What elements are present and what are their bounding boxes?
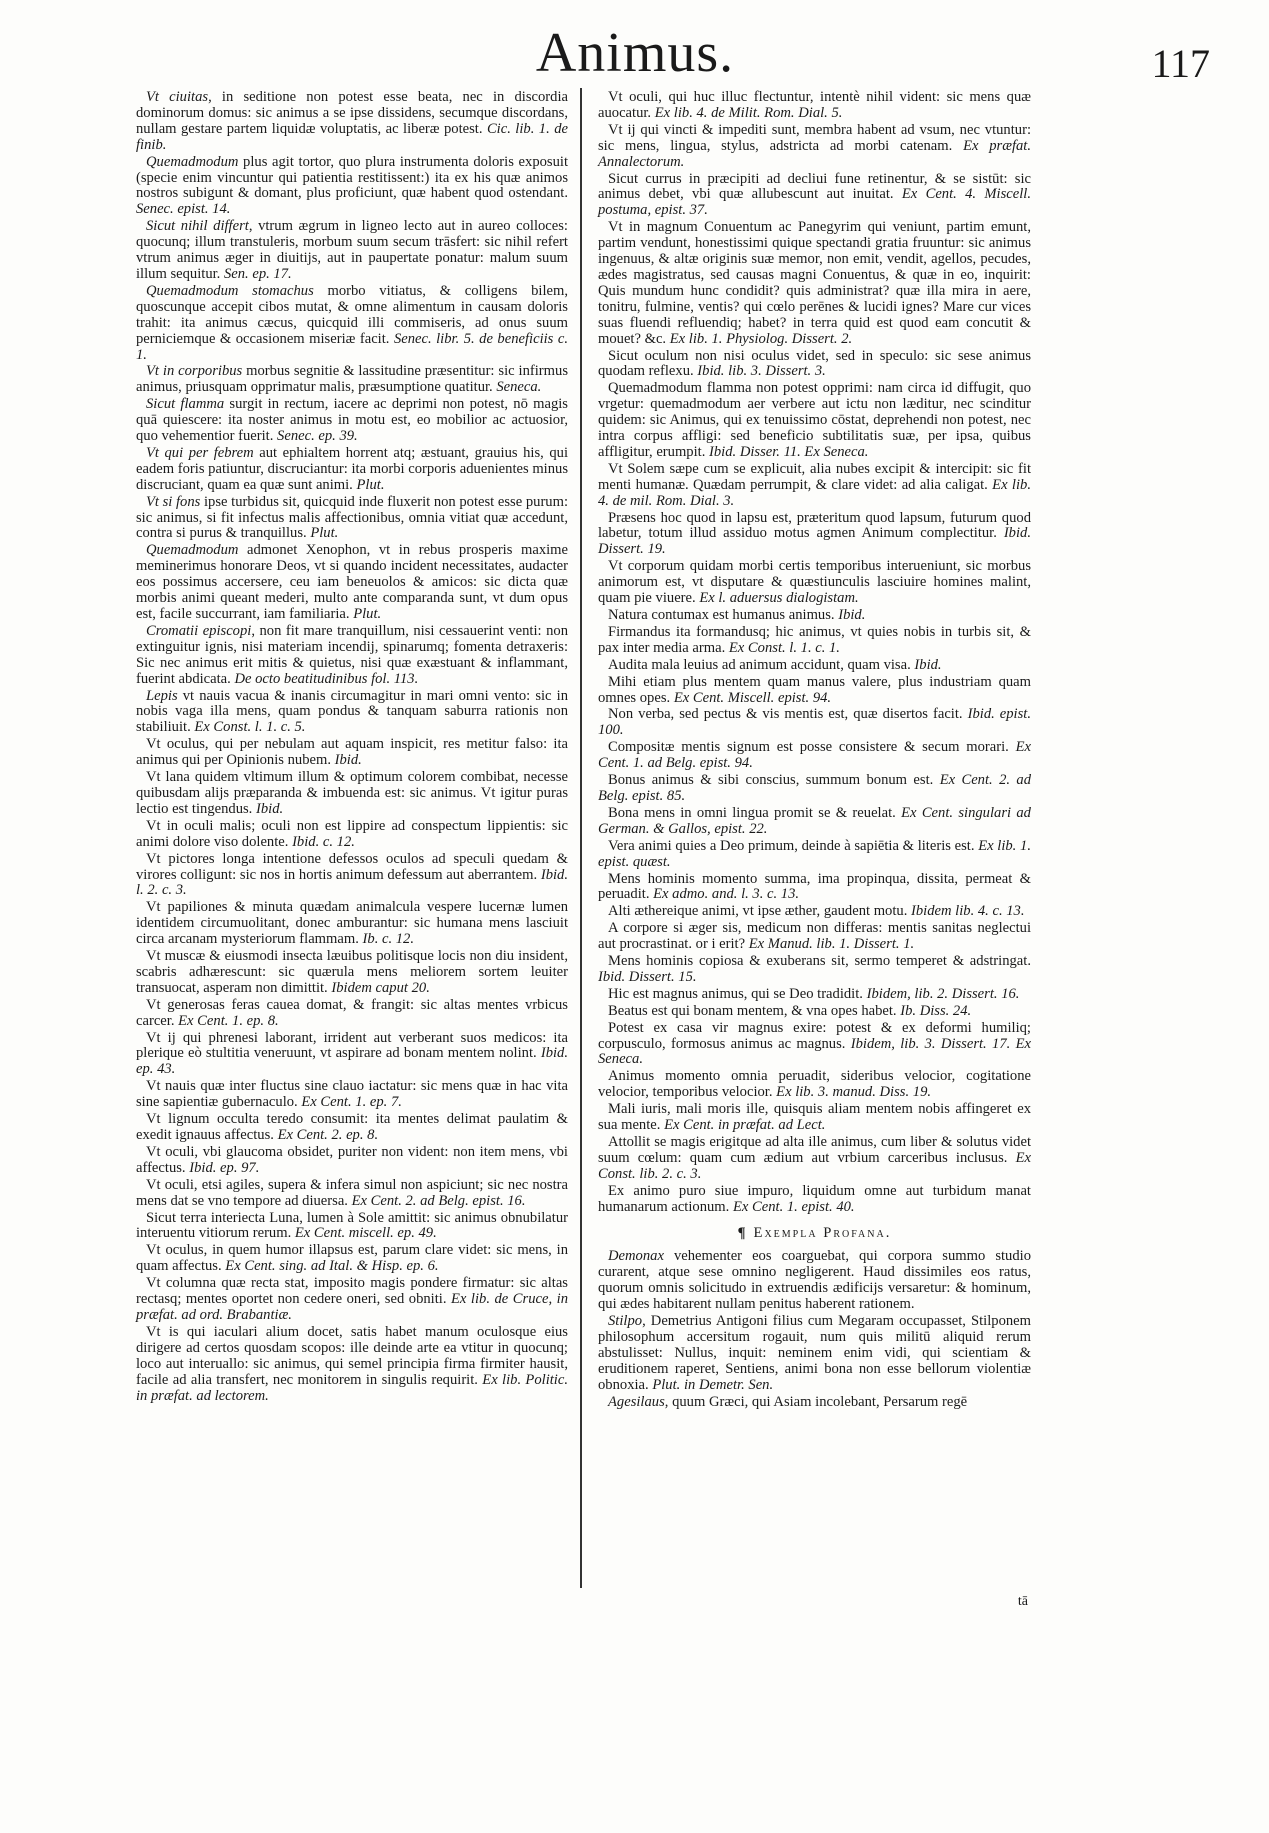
entry-source: Plut. in Demetr. Sen. bbox=[652, 1376, 774, 1393]
entry-source: Ex Cent. miscell. ep. 49. bbox=[294, 1225, 437, 1242]
text-entry bbox=[136, 1112, 568, 1144]
entry-text: Audita mala leuius ad animum accidunt, quam visa. bbox=[608, 656, 911, 673]
page-number: 117 bbox=[1151, 41, 1210, 86]
section-heading bbox=[598, 1226, 1031, 1242]
entry-text: Alti æthereique animi, vt ipse æther, gaudent motu. bbox=[608, 903, 908, 920]
entry-source: Ex Cent. Miscell. epist. 94. bbox=[673, 689, 832, 706]
text-entry bbox=[598, 1135, 1031, 1183]
text-entry bbox=[598, 1102, 1031, 1134]
entry-text: admonet Xenophon, vt in rebus prosperis maxime meminerimus honorare Deos, vt si quando incident necessitates, audacter eos possimus accersere, ceu iam beneuolos & amicos: sic dicta quæ morbis animi queant mederi, multo ante comparanda sunt, vt dum opus est, facile succurrant, iam familiaria. bbox=[136, 542, 568, 622]
entry-lead: Sicut nihil differt bbox=[146, 218, 249, 235]
text-entry bbox=[136, 1211, 568, 1243]
entry-source: Ex lib. de Cruce, in præfat. ad ord. Brabantiæ. bbox=[136, 1291, 569, 1323]
entry-lead: Agesilaus bbox=[608, 1393, 665, 1410]
text-entry bbox=[598, 608, 1031, 624]
entry-text: Non verba, sed pectus & vis mentis est, quæ disertos facit. bbox=[608, 706, 963, 723]
entry-text: Compositæ mentis signum est posse consistere & secum morari. bbox=[608, 739, 1009, 756]
entry-source: Ex Cent. in præfat. ad Lect. bbox=[664, 1117, 826, 1134]
entry-text: Mihi etiam plus mentem quam manus valere, plus industriam quam omnes opes. bbox=[598, 673, 1031, 706]
entry-text: Bona mens in omni lingua promit se & reuelat. bbox=[608, 804, 896, 821]
entry-text: Vt oculi, etsi agiles, supera & infera simul non aspiciunt; sic nec nostra mens dat se vno tempore ad diuersa. bbox=[136, 1176, 568, 1209]
entry-source: Ex Cent. 1. ad Belg. epist. 94. bbox=[598, 739, 1031, 772]
entry-source: Plut. bbox=[310, 525, 339, 542]
entry-text: Sicut terra interiecta Luna, lumen à Sole amittit: sic animus obnubilatur interuentu vitiorum rerum. bbox=[136, 1209, 568, 1242]
entry-source: Ex Cent. 2. ad Belg. epist. 85. bbox=[598, 772, 1032, 804]
entry-text: Vt muscæ & eiusmodi insecta læuibus politisque locis non diu insident, scabris adhærescunt: sic quærula mens meliorem sortem leuiter transuocat, asperam non dimittit. bbox=[136, 948, 568, 996]
text-entry bbox=[598, 1249, 1031, 1313]
entry-text: Vt oculi, vbi glaucoma obsidet, puriter non vident: non item mens, vbi affectus. bbox=[136, 1143, 568, 1176]
entry-lead: Quemadmodum bbox=[146, 542, 239, 559]
entry-text: Vt is qui iaculari alium docet, satis habet manum oculosque eius dirigere ad certos quosdam scopos: ille deinde arte ea vtitur in quocunq; loco aut interuallo: sic animus, qui semel principia firma firmiter hausit, facile ad alia transfert, nec monitorem in singulis requirit. bbox=[136, 1323, 568, 1388]
entry-text: , in seditione non potest esse beata, nec in discordia dominorum domus: sic animus a se ipse dissidens, secumque discordans, nullam gestare partem liquidæ voluptatis, ac liberæ potest. bbox=[136, 89, 568, 137]
entry-source: Ex Cent. 2. ep. 8. bbox=[277, 1127, 379, 1143]
section-heading-text: Exempla Profana. bbox=[753, 1224, 892, 1241]
entry-source: De octo beatitudinibus fol. 113. bbox=[234, 670, 419, 687]
entry-text: surgit in rectum, iacere ac deprimi non potest, nō magis quā quiescere: ita noster animus in motu est, eo mobilior ac actuosior, quo vehementior fuerit. bbox=[136, 396, 568, 445]
entry-source: Ex Const. l. 1. c. 1. bbox=[728, 639, 840, 656]
entry-source: Ex Manud. lib. 1. Dissert. 1. bbox=[748, 936, 915, 953]
entry-source: Ibidem caput 20. bbox=[331, 979, 430, 996]
entry-lead: Vt qui per febrem bbox=[146, 444, 254, 461]
entry-text: A corpore si æger sis, medicum non differas: mentis sanitas neglectui aut procrastinat. or i erit? bbox=[598, 920, 1031, 953]
text-entry bbox=[598, 987, 1031, 1003]
text-entry bbox=[136, 1243, 568, 1275]
text-entry bbox=[598, 1395, 1031, 1411]
entry-source: Ibid. l. 2. c. 3. bbox=[136, 866, 568, 899]
entry-source: Ibidem, lib. 3. Dissert. 17. Ex Seneca. bbox=[598, 1035, 1031, 1068]
text-entry bbox=[598, 511, 1031, 559]
entry-source: Ibid. c. 12. bbox=[292, 833, 355, 850]
text-entry bbox=[598, 381, 1031, 461]
text-entry bbox=[136, 1079, 568, 1111]
entry-text: Vt Solem sæpe cum se explicuit, alia nubes excipit & intercipit: sic fit menti humanæ. Quædam perrumpit, & clare videt: ad alia caligat. bbox=[598, 460, 1031, 493]
text-entry bbox=[598, 658, 1031, 674]
entry-source: Ex admo. and. l. 3. c. 13. bbox=[653, 886, 800, 903]
text-entry bbox=[598, 707, 1031, 739]
entry-source: Ibid. Disser. 11. Ex Seneca. bbox=[709, 443, 869, 460]
text-entry bbox=[598, 872, 1031, 904]
pilcrow-mark: ¶ bbox=[737, 1224, 746, 1241]
entry-source: Ex lib. 1. Physiolog. Dissert. 2. bbox=[669, 330, 853, 347]
entry-text: Mens hominis momento summa, ima propinqua, dissita, permeat & peruadit. bbox=[598, 870, 1031, 903]
entry-source: Ibid. bbox=[255, 800, 284, 817]
text-entry bbox=[136, 1325, 568, 1405]
text-entry bbox=[598, 90, 1031, 122]
entry-text: Vt columna quæ recta stat, imposito magis pondere firmatur: sic altas rectasq; mentes oportet non cedere oneri, sed obniti. bbox=[136, 1275, 568, 1308]
entry-source: Ibid. Dissert. 19. bbox=[598, 525, 1031, 558]
entry-lead: Demonax bbox=[608, 1248, 664, 1265]
entry-source: Ex Cent. 2. ad Belg. epist. 16. bbox=[351, 1192, 526, 1209]
text-entry bbox=[598, 1021, 1031, 1069]
text-entry bbox=[598, 839, 1031, 871]
entry-source: Seneca. bbox=[496, 379, 542, 396]
entry-source: Ex lib. 3. manud. Diss. 19. bbox=[776, 1084, 932, 1101]
entry-text: Firmandus ita formandusq; hic animus, vt quies nobis in turbis sit, & pax inter media arma. bbox=[598, 623, 1031, 656]
entry-text: Vera animi quies a Deo primum, deinde à sapiētia & literis est. bbox=[608, 837, 975, 854]
text-entry bbox=[598, 675, 1031, 707]
text-entry bbox=[136, 852, 568, 900]
entry-text: , quum Græci, qui Asiam incolebant, Persarum regē bbox=[664, 1393, 968, 1410]
text-entry bbox=[136, 819, 568, 851]
text-entry bbox=[136, 364, 568, 396]
entry-text: Vt ij qui vincti & impediti sunt, membra habent ad vsum, nec vtuntur: sic mens, lingua, stylus, adstricta ad morbi catenam. bbox=[598, 121, 1031, 154]
text-entry bbox=[136, 689, 568, 737]
entry-source: Cic. lib. 1. de finib. bbox=[136, 120, 568, 153]
text-entry bbox=[598, 1314, 1031, 1394]
entry-source: Ex lib. 1. epist. quæst. bbox=[598, 837, 1031, 870]
text-entry bbox=[598, 904, 1031, 920]
entry-source: Ibid. Dissert. 15. bbox=[598, 968, 697, 985]
entry-source: Sen. ep. 17. bbox=[223, 265, 292, 282]
entry-text: , non fit mare tranquillum, nisi cessauerint venti: non extinguitur ignis, nisi materiam incendij, spinarumq; fomenta detraxeris: Sic nec animus erit mitis & quietus, nisi quæ exæstuant & inflammant, fuerint abdicata. bbox=[136, 622, 568, 687]
entry-text: Sicut oculum non nisi oculus videt, sed in speculo: sic sese animus quodam reflexu. bbox=[598, 347, 1031, 380]
text-entry bbox=[136, 1031, 568, 1079]
text-entry bbox=[136, 624, 568, 688]
text-entry bbox=[598, 1069, 1031, 1101]
entry-text: Vt in magnum Conuentum ac Panegyrim qui veniunt, partim emunt, partim vendunt, honestissimi quique spectandi gratia fruuntur: sic animus ingenuus, & altæ originis suæ memor, non emit, vendit, agellos, pecudes, ædes magistratus, sed causas magni Conuentus, & quæ in eo, inquirit: Quis mundum hunc condidit? quis administrat? quæ illa mira in aere, tonitru, fulmine, ventis? qui cœlo perēnes & lucidi ignes? Mare cur vices suas fluendi refluendiq; habet? in terra quid est quod eam concutit & mouet? &c. bbox=[598, 219, 1031, 347]
entry-lead: Quemadmodum bbox=[146, 153, 239, 170]
entry-text: morbus segnitie & lassitudine præsentitur: sic infirmus animus, priusquam opprimatur malis, præsumptione quatitur. bbox=[136, 363, 568, 396]
text-entry bbox=[136, 155, 568, 219]
entry-text: Vt ij qui phrenesi laborant, irrident aut verberant suos medicos: ita plerique eò stultitia veneruunt, vt aspirare ad bonam mentem nolint. bbox=[136, 1029, 568, 1062]
entry-text: Vt oculus, qui per nebulam aut aquam inspicit, res metitur falso: ita animus qui per Opinionis nubem. bbox=[136, 736, 568, 769]
right-column bbox=[598, 90, 1031, 1412]
entry-lead: Sicut flamma bbox=[146, 396, 225, 413]
text-entry bbox=[598, 1004, 1031, 1020]
entry-source: Ex lib. 4. de Milit. Rom. Dial. 5. bbox=[654, 104, 843, 121]
entry-lead: Vt ciuitas bbox=[146, 89, 209, 105]
entry-source: Ibid. epist. 100. bbox=[598, 706, 1031, 739]
entry-source: Ex Cent. 1. ep. 7. bbox=[301, 1094, 402, 1111]
text-entry bbox=[136, 949, 568, 997]
entry-text: , Demetrius Antigoni filius cum Megaram occupasset, Stilponem philosophum accersitum rogauit, num quis militū aliquid rerum abstulisset: Nullus, inquit: neminem enim vidi, qui scientiam & eruditionem raperet, Sentiens, animi bona non esse bellorum violentiæ obnoxia. bbox=[598, 1313, 1031, 1393]
entry-source: Plut. bbox=[356, 476, 385, 493]
entry-source: Ex lib. 4. de mil. Rom. Dial. 3. bbox=[598, 476, 1031, 509]
text-entry bbox=[136, 446, 568, 494]
entry-text: vt nauis vacua & inanis circumagitur in mari omni vento: sic in nobis vaga illa mens, quam pondus & tanquam saburra rationis non stabiliuit. bbox=[136, 687, 568, 736]
entry-text: Ex animo puro siue impuro, liquidum omne aut turbidum manat humanarum actionum. bbox=[598, 1182, 1031, 1215]
entry-source: Senec. libr. 5. de beneficiis c. 1. bbox=[136, 330, 568, 363]
entry-lead: Quemadmodum stomachus bbox=[146, 282, 314, 299]
text-entry bbox=[598, 559, 1031, 607]
text-entry bbox=[598, 123, 1031, 171]
text-entry bbox=[136, 1276, 568, 1324]
entry-lead: Cromatii episcopi bbox=[146, 622, 252, 639]
entry-text: plus agit tortor, quo plura instrumenta doloris exposuit (specie enim vincuntur qui patientia restitissent:) ita ex his quæ animos nostros subigunt & domant, plus proficiunt, quæ habent quod ostendant. bbox=[136, 153, 568, 202]
entry-text: Vt lana quidem vltimum illum & optimum colorem combibat, necesse quibusdam alijs præparanda & imbuenda est: sic animus. Vt igitur puras lectio est tingendus. bbox=[136, 769, 568, 817]
entry-source: Ibid. ep. 97. bbox=[189, 1159, 260, 1176]
text-entry bbox=[136, 90, 568, 154]
entry-lead: Vt in corporibus bbox=[146, 363, 243, 380]
entry-source: Plut. bbox=[353, 606, 382, 622]
text-entry bbox=[136, 770, 568, 818]
entry-text: Mali iuris, mali moris ille, quisquis aliam mentem nobis affingeret ex sua mente. bbox=[598, 1101, 1031, 1134]
entry-text: Bonus animus & sibi conscius, summum bonum est. bbox=[608, 772, 934, 789]
entry-text: aut ephialtem horrent atq; æstuant, grauius his, qui eadem foris patiuntur, discruciantur: ita morbi corporis aduenientes minus discruciant, quam ea quæ sunt animi. bbox=[136, 444, 568, 493]
text-entry bbox=[598, 921, 1031, 953]
entry-source: Ibid. bbox=[838, 607, 866, 623]
entry-text: Potest ex casa vir magnus exire: potest & ex deformi humiliq; corpusculo, formosus animus ac magnus. bbox=[598, 1019, 1031, 1052]
entry-text: Præsens hoc quod in lapsu est, præteritum quod lapsum, futurum quod labetur, totum illud assiduo motus agmen Animum complectitur. bbox=[598, 509, 1031, 542]
entry-source: Senec. ep. 39. bbox=[277, 428, 358, 445]
entry-text: Animus momento omnia peruadit, sideribus velocior, cogitatione velocior, temporibus velocior. bbox=[598, 1068, 1031, 1101]
entry-text: Vt in oculi malis; oculi non est lippire ad conspectum lippientis: sic animi dolore viso dolente. bbox=[136, 817, 568, 850]
entry-text: Hic est magnus animus, qui se Deo tradidit. bbox=[608, 985, 863, 1002]
running-title: Animus. bbox=[535, 22, 735, 84]
entry-text: , vtrum ægrum in ligneo lecto aut in aureo colloces: quocunq; illum transtuleris, morbum suum secum trāsfert: sic nihil refert vtrum animus æger in diuitijs, aut in paupertate ponatur: malum suum illum sequitur. bbox=[136, 218, 568, 282]
entry-text: Vt oculi, qui huc illuc flectuntur, intentè nihil vident: sic mens quæ auocatur. bbox=[598, 89, 1031, 121]
entry-lead: Stilpo bbox=[608, 1313, 643, 1330]
text-entry bbox=[136, 543, 568, 623]
entry-text: Beatus est qui bonam mentem, & vna opes habet. bbox=[608, 1002, 897, 1019]
text-entry bbox=[598, 740, 1031, 772]
entry-source: Ibidem lib. 4. c. 13. bbox=[911, 903, 1025, 920]
entry-source: Ex Const. l. 1. c. 5. bbox=[194, 719, 306, 736]
left-column bbox=[136, 90, 568, 1405]
entry-text: Quemadmodum flamma non potest opprimi: nam circa id diffugit, quo vrgetur: quemadmodum aer verbere aut ictu non læditur, nec scinditur quidem: sic Animus, qui ex tenuissimo cōstat, deprehendi non potest, nec intra corpus affligi: sed beneficio subtilitatis suæ, per ipsa, quibus affligitur, erumpit. bbox=[598, 380, 1031, 460]
text-entry bbox=[598, 773, 1031, 805]
entry-source: Ex præfat. Annalectorum. bbox=[598, 137, 1031, 170]
text-entry bbox=[136, 397, 568, 445]
entry-source: Ibid. bbox=[914, 656, 942, 673]
text-entry bbox=[136, 998, 568, 1030]
entry-source: Ex l. aduersus dialogistam. bbox=[699, 590, 859, 607]
entry-text: ipse turbidus sit, quicquid inde fluxerit non potest esse purum: sic animus, si fit infectus malis affectionibus, omnia vitiat quæ accedunt, contra si purus & tranquillus. bbox=[136, 493, 569, 542]
entry-text: Mens hominis copiosa & exuberans sit, sermo temperet & adstringat. bbox=[608, 953, 1031, 970]
entry-source: Ex lib. Politic. in præfat. ad lectorem. bbox=[136, 1371, 568, 1404]
text-entry bbox=[136, 737, 568, 769]
entry-source: Ex Cent. 1. ep. 8. bbox=[178, 1012, 279, 1029]
text-entry bbox=[136, 1145, 568, 1177]
entry-source: Ex Const. lib. 2. c. 3. bbox=[598, 1149, 1031, 1182]
entry-source: Ex Cent. singulari ad German. & Gallos, epist. 22. bbox=[598, 804, 1031, 837]
entry-source: Ib. Diss. 24. bbox=[900, 1002, 972, 1019]
text-entry bbox=[598, 172, 1031, 220]
entry-text: Attollit se magis erigitque ad alta ille animus, cum liber & solutus videt suum cœlum: quam cum ædium aut vrbium carceribus inclusus. bbox=[598, 1134, 1031, 1166]
text-entry bbox=[136, 284, 568, 364]
entry-source: Senec. epist. 14. bbox=[136, 201, 231, 218]
text-entry bbox=[598, 349, 1031, 381]
entry-text: Natura contumax est humanus animus. bbox=[608, 607, 835, 623]
entry-source: Ex Cent. 1. epist. 40. bbox=[732, 1198, 855, 1215]
text-entry bbox=[136, 219, 568, 283]
entry-text: Vt generosas feras cauea domat, & frangit: sic altas mentes vrbicus carcer. bbox=[136, 996, 568, 1029]
entry-text: morbo vitiatus, & colligens bilem, quoscunque accepit cibos mutat, & omne alimentum in causam doloris trahit: ita animus cæcus, quicquid illi commiseris, ad onus suum perniciemque & occasionem miseriæ facit. bbox=[136, 282, 569, 347]
entry-text: Vt oculus, in quem humor illapsus est, parum clare videt: sic mens, in quam affectus. bbox=[136, 1242, 568, 1275]
entry-text: Vt corporum quidam morbi certis temporibus interueniunt, sic morbus animorum est, vt disputare & quæstiunculis lasciuire homines malint, quam pie viuere. bbox=[598, 558, 1031, 607]
text-entry bbox=[598, 220, 1031, 347]
entry-source: Ibid. ep. 43. bbox=[136, 1045, 568, 1078]
entry-text: Vt lignum occulta teredo consumit: ita mentes delimat paulatim & exedit ignauus affectus. bbox=[136, 1111, 568, 1143]
text-entry bbox=[598, 625, 1031, 657]
text-entry bbox=[136, 495, 568, 543]
text-entry bbox=[136, 1178, 568, 1210]
text-entry bbox=[598, 462, 1031, 510]
catchword: tā bbox=[1017, 1594, 1028, 1609]
entry-text: Sicut currus in præcipiti ad decliui fune retinentur, & se sistūt: sic animus debet, vbi quæ allubescunt aut inuitat. bbox=[598, 170, 1031, 203]
entry-source: Ibidem, lib. 2. Dissert. 16. bbox=[866, 985, 1020, 1002]
text-entry bbox=[598, 1184, 1031, 1216]
entry-source: Ib. c. 12. bbox=[362, 931, 415, 948]
text-entry bbox=[598, 954, 1031, 986]
entry-text: Vt nauis quæ inter fluctus sine clauo iactatur: sic mens quæ in hac vita sine sapientiæ gubernaculo. bbox=[136, 1078, 568, 1111]
entry-source: Ex Cent. 4. Miscell. postuma, epist. 37. bbox=[598, 186, 1031, 219]
entry-text: vehementer eos coarguebat, qui corpora summo studio curarent, atque sese omnino negligerent. Haud dissimiles eos ratus, quorum omnis solicitudo in extruendis ædificijs versaretur: & hominum, qui ædes habitarent nullam penitus haberent rationem. bbox=[598, 1248, 1031, 1313]
entry-source: Ibid. lib. 3. Dissert. 3. bbox=[697, 363, 826, 380]
text-entry bbox=[136, 900, 568, 948]
entry-lead: Lepis bbox=[146, 687, 178, 704]
entry-source: Ex Cent. sing. ad Ital. & Hisp. ep. 6. bbox=[225, 1258, 439, 1275]
entry-text: Vt pictores longa intentione defessos oculos ad speculi quedam & virores colligunt: sic nos in hortis animum defessum aut aberrantem. bbox=[136, 850, 568, 883]
column-divider bbox=[580, 88, 582, 1588]
entry-lead: Vt si fons bbox=[146, 493, 201, 510]
entry-source: Ibid. bbox=[334, 752, 362, 769]
entry-text: Vt papiliones & minuta quædam animalcula vespere lucernæ lumen identidem circumuolitant, donec amburantur: sic humana mens lasciuit circa arcanam mysteriorum flammam. bbox=[136, 899, 568, 948]
text-entry bbox=[598, 806, 1031, 838]
